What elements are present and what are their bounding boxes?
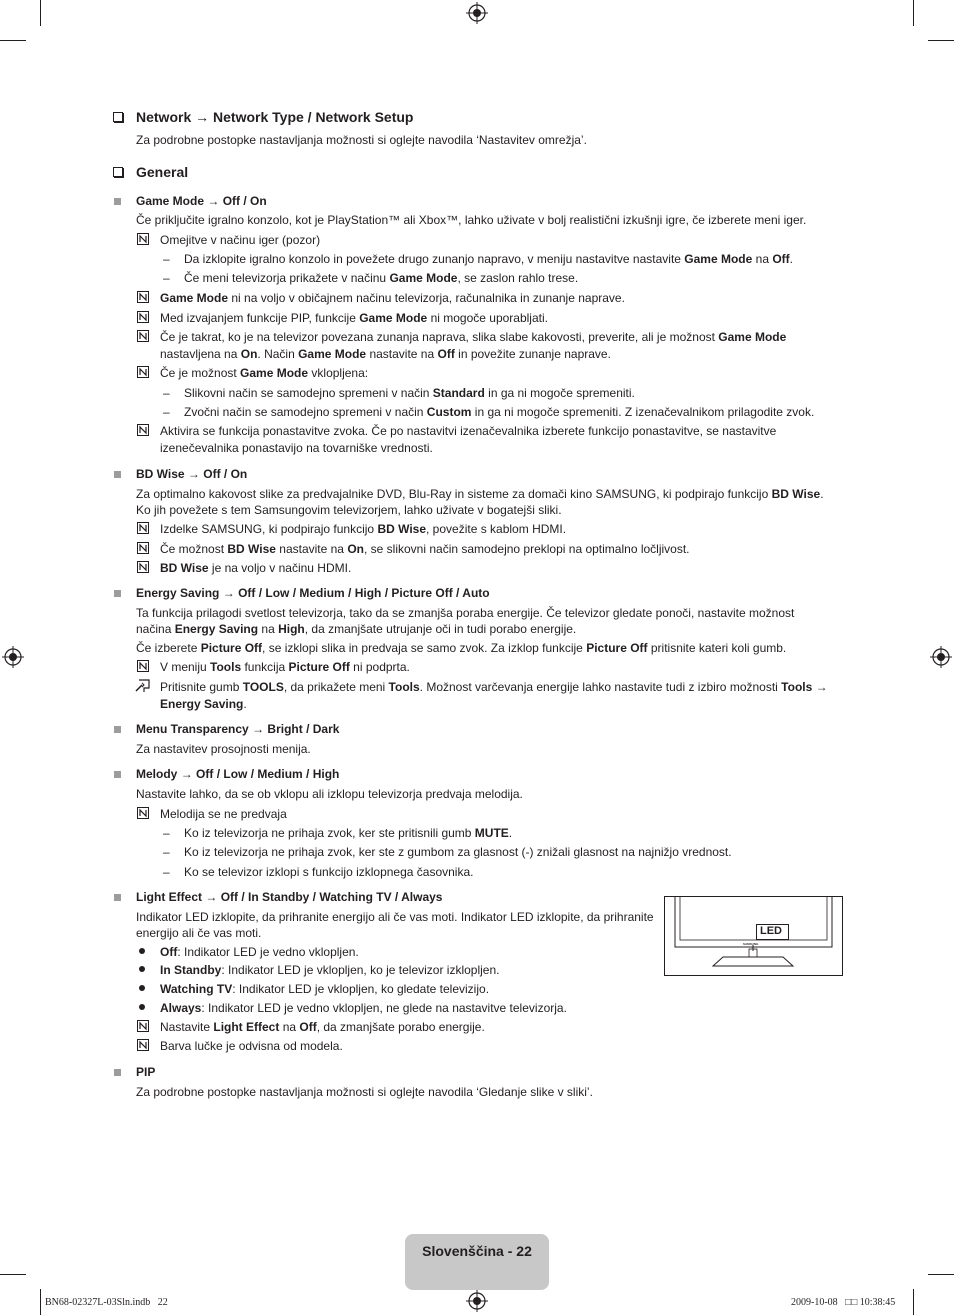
bd-wise-note-2: Če možnost BD Wise nastavite na On, se slikovni način samodejno preklopi na optimalno ločljivost. (160, 542, 690, 556)
light-effect-heading: Light Effect → Off / In Standby / Watching TV / Always (136, 890, 443, 904)
crop-mark (913, 1289, 914, 1315)
note-icon (137, 311, 149, 323)
dash-bullet: – (163, 271, 170, 285)
registration-mark-icon (930, 646, 952, 668)
crop-mark (0, 40, 26, 41)
dash-bullet: – (163, 405, 170, 419)
registration-mark-icon (2, 646, 24, 668)
round-bullet (139, 985, 145, 991)
checkbox-icon (113, 167, 123, 177)
dash-bullet: – (163, 386, 170, 400)
energy-saving-heading: Energy Saving → Off / Low / Medium / High / Picture Off / Auto (136, 586, 490, 600)
print-slug-left: BN68-02327L-03Sln.indb 22 (45, 1297, 168, 1308)
game-mode-note-6-line1: Aktivira se funkcija ponastavitve zvoka. Če po nastavitvi izenačevalnika izberete funkcijo ponastavitve, se nastavitve (160, 424, 777, 438)
square-bullet (114, 894, 121, 901)
game-mode-note-4-line1: Če je takrat, ko je na televizor povezana zunanja naprava, slika slabe kakovosti, preverite, ali je možnost Game Mode (160, 330, 787, 344)
note-icon (137, 561, 149, 573)
note-icon (137, 330, 149, 342)
energy-saving-line-1: Ta funkcija prilagodi svetlost televizorja, tako da se zmanjša poraba energije. Če televizor gledate ponoči, nastavite možnost (136, 606, 795, 620)
melody-dash-1: Ko iz televizorja ne prihaja zvok, ker ste pritisnili gumb MUTE. (184, 826, 513, 840)
energy-saving-line-3: Če izberete Picture Off, se izklopi slika in predvaja se samo zvok. Za izklop funkcije Picture Off pritisnite kateri koli gumb. (136, 641, 787, 655)
energy-saving-tools-line-1: Pritisnite gumb TOOLS, da prikažete meni Tools. Možnost varčevanja energije lahko nastavite tudi z izbiro možnosti Tools → (160, 680, 828, 694)
note-icon (137, 233, 149, 245)
square-bullet (114, 198, 121, 205)
square-bullet (114, 771, 121, 778)
dash-bullet: – (163, 845, 170, 859)
pip-description: Za podrobne postopke nastavljanja možnosti si oglejte navodila ‘Gledanje slike v sliki’. (136, 1085, 593, 1099)
square-bullet (114, 1069, 121, 1076)
melody-heading: Melody → Off / Low / Medium / High (136, 767, 340, 781)
bd-wise-heading: BD Wise → Off / On (136, 467, 248, 481)
round-bullet (139, 966, 145, 972)
crop-mark (928, 1274, 954, 1275)
menu-transparency-heading: Menu Transparency → Bright / Dark (136, 722, 340, 736)
led-label: LED (760, 925, 782, 937)
melody-note-1: Melodija se ne predvaja (160, 807, 287, 821)
note-icon (137, 424, 149, 436)
crop-mark (40, 1289, 41, 1315)
dash-bullet: – (163, 252, 170, 266)
note-icon (137, 291, 149, 303)
energy-saving-note-1: V meniju Tools funkcija Picture Off ni podprta. (160, 660, 410, 674)
menu-transparency-description: Za nastavitev prosojnosti menija. (136, 742, 311, 756)
registration-mark-icon (466, 1290, 488, 1312)
light-effect-line-1: Indikator LED izklopite, da prihranite energijo ali če vas moti. Indikator LED izklopite, da prihranite (136, 910, 654, 924)
pip-heading: PIP (136, 1065, 156, 1079)
note-icon (137, 1039, 149, 1051)
note-icon (137, 366, 149, 378)
light-effect-option-watching-tv: Watching TV: Indikator LED je vklopljen, ko gledate televizijo. (160, 982, 490, 996)
game-mode-note-2: Game Mode ni na voljo v običajnem načinu televizorja, računalnika in zunanje naprave. (160, 291, 625, 305)
section-title-general: General (136, 164, 189, 180)
square-bullet (114, 726, 121, 733)
light-effect-line-2: energijo ali če vas moti. (136, 926, 262, 940)
registration-mark-icon (466, 2, 488, 24)
melody-description: Nastavite lahko, da se ob vklopu ali izklopu televizorja predvaja melodija. (136, 787, 523, 801)
tv-drawing (665, 897, 842, 975)
game-mode-note-6-line2: izenečevalnika ponastavijo na tovarniške vrednosti. (160, 441, 433, 455)
crop-mark (40, 0, 41, 26)
game-mode-dash-4: Zvočni način se samodejno spremeni v način Custom in ga ni mogoče spremeniti. Z izenačevalnikom prilagodite zvok. (184, 405, 815, 419)
print-slug-right: 2009-10-08 □□ 10:38:45 (791, 1297, 896, 1308)
round-bullet (139, 1004, 145, 1010)
game-mode-dash-3: Slikovni način se samodejno spremeni v način Standard in ga ni mogoče spremeniti. (184, 386, 635, 400)
melody-dash-2: Ko iz televizorja ne prihaja zvok, ker ste z gumbom za glasnost (-) znižali glasnost na najnižjo vrednost. (184, 845, 732, 859)
game-mode-heading: Game Mode → Off / On (136, 194, 267, 208)
bd-wise-description-2: Ko jih povežete s tem Samsungovim televizorjem, lahko uživate v bogatejši sliki. (136, 503, 562, 517)
game-mode-dash-2: Če meni televizorja prikažete v načinu Game Mode, se zaslon rahlo trese. (184, 271, 579, 285)
note-icon (137, 660, 149, 672)
bd-wise-note-3: BD Wise je na voljo v načinu HDMI. (160, 561, 352, 575)
light-effect-note-1: Nastavite Light Effect na Off, da zmanjšate porabo energije. (160, 1020, 485, 1034)
round-bullet (139, 948, 145, 954)
game-mode-note-1: Omejitve v načinu iger (pozor) (160, 233, 321, 247)
square-bullet (114, 471, 121, 478)
light-effect-note-2: Barva lučke je odvisna od modela. (160, 1039, 343, 1053)
tools-icon (135, 679, 150, 693)
game-mode-note-5: Če je možnost Game Mode vklopljena: (160, 366, 369, 380)
section-title-network: Network → Network Type / Network Setup (136, 109, 414, 125)
bd-wise-note-1: Izdelke SAMSUNG, ki podpirajo funkcijo BD Wise, povežite s kablom HDMI. (160, 522, 567, 536)
game-mode-note-4-line2: nastavljena na On. Način Game Mode nastavite na Off in povežite zunanje naprave. (160, 347, 611, 361)
melody-dash-3: Ko se televizor izklopi s funkcijo izklopnega časovnika. (184, 865, 474, 879)
network-description: Za podrobne postopke nastavljanja možnosti si oglejte navodila ‘Nastavitev omrežja’. (136, 133, 587, 147)
note-icon (137, 522, 149, 534)
light-effect-option-in-standby: In Standby: Indikator LED je vklopljen, ko je televizor izklopljen. (160, 963, 500, 977)
energy-saving-tools-line-2: Energy Saving. (160, 697, 247, 711)
game-mode-description: Če priključite igralno konzolo, kot je PlayStation™ ali Xbox™, lahko uživate v bolj realistični izkušnji igre, če izberete meni iger. (136, 213, 807, 227)
dash-bullet: – (163, 865, 170, 879)
dash-bullet: – (163, 826, 170, 840)
crop-mark (0, 1274, 26, 1275)
page-number: Slovenščina - 22 (422, 1243, 532, 1259)
note-icon (137, 1020, 149, 1032)
tv-illustration (664, 896, 843, 976)
note-icon (137, 807, 149, 819)
note-icon (137, 542, 149, 554)
samsung-logo: SAMSUNG (743, 942, 759, 946)
game-mode-note-3: Med izvajanjem funkcije PIP, funkcije Game Mode ni mogoče uporabljati. (160, 311, 548, 325)
game-mode-dash-1: Da izklopite igralno konzolo in povežete drugo zunanjo napravo, v meniju nastavitve nastavite Game Mode na Off. (184, 252, 793, 266)
checkbox-icon (113, 112, 123, 122)
square-bullet (114, 590, 121, 597)
light-effect-option-off: Off: Indikator LED je vedno vklopljen. (160, 945, 359, 959)
bd-wise-description-1: Za optimalno kakovost slike za predvajalnike DVD, Blu-Ray in sisteme za domači kino SAMSUNG, ki podpirajo funkcijo BD Wise. (136, 487, 824, 501)
crop-mark (913, 0, 914, 26)
light-effect-option-always: Always: Indikator LED je vedno vklopljen, ne glede na nastavitve televizorja. (160, 1001, 567, 1015)
crop-mark (928, 40, 954, 41)
energy-saving-line-2: načina Energy Saving na High, da zmanjšate utrujanje oči in tudi porabo energije. (136, 622, 577, 636)
